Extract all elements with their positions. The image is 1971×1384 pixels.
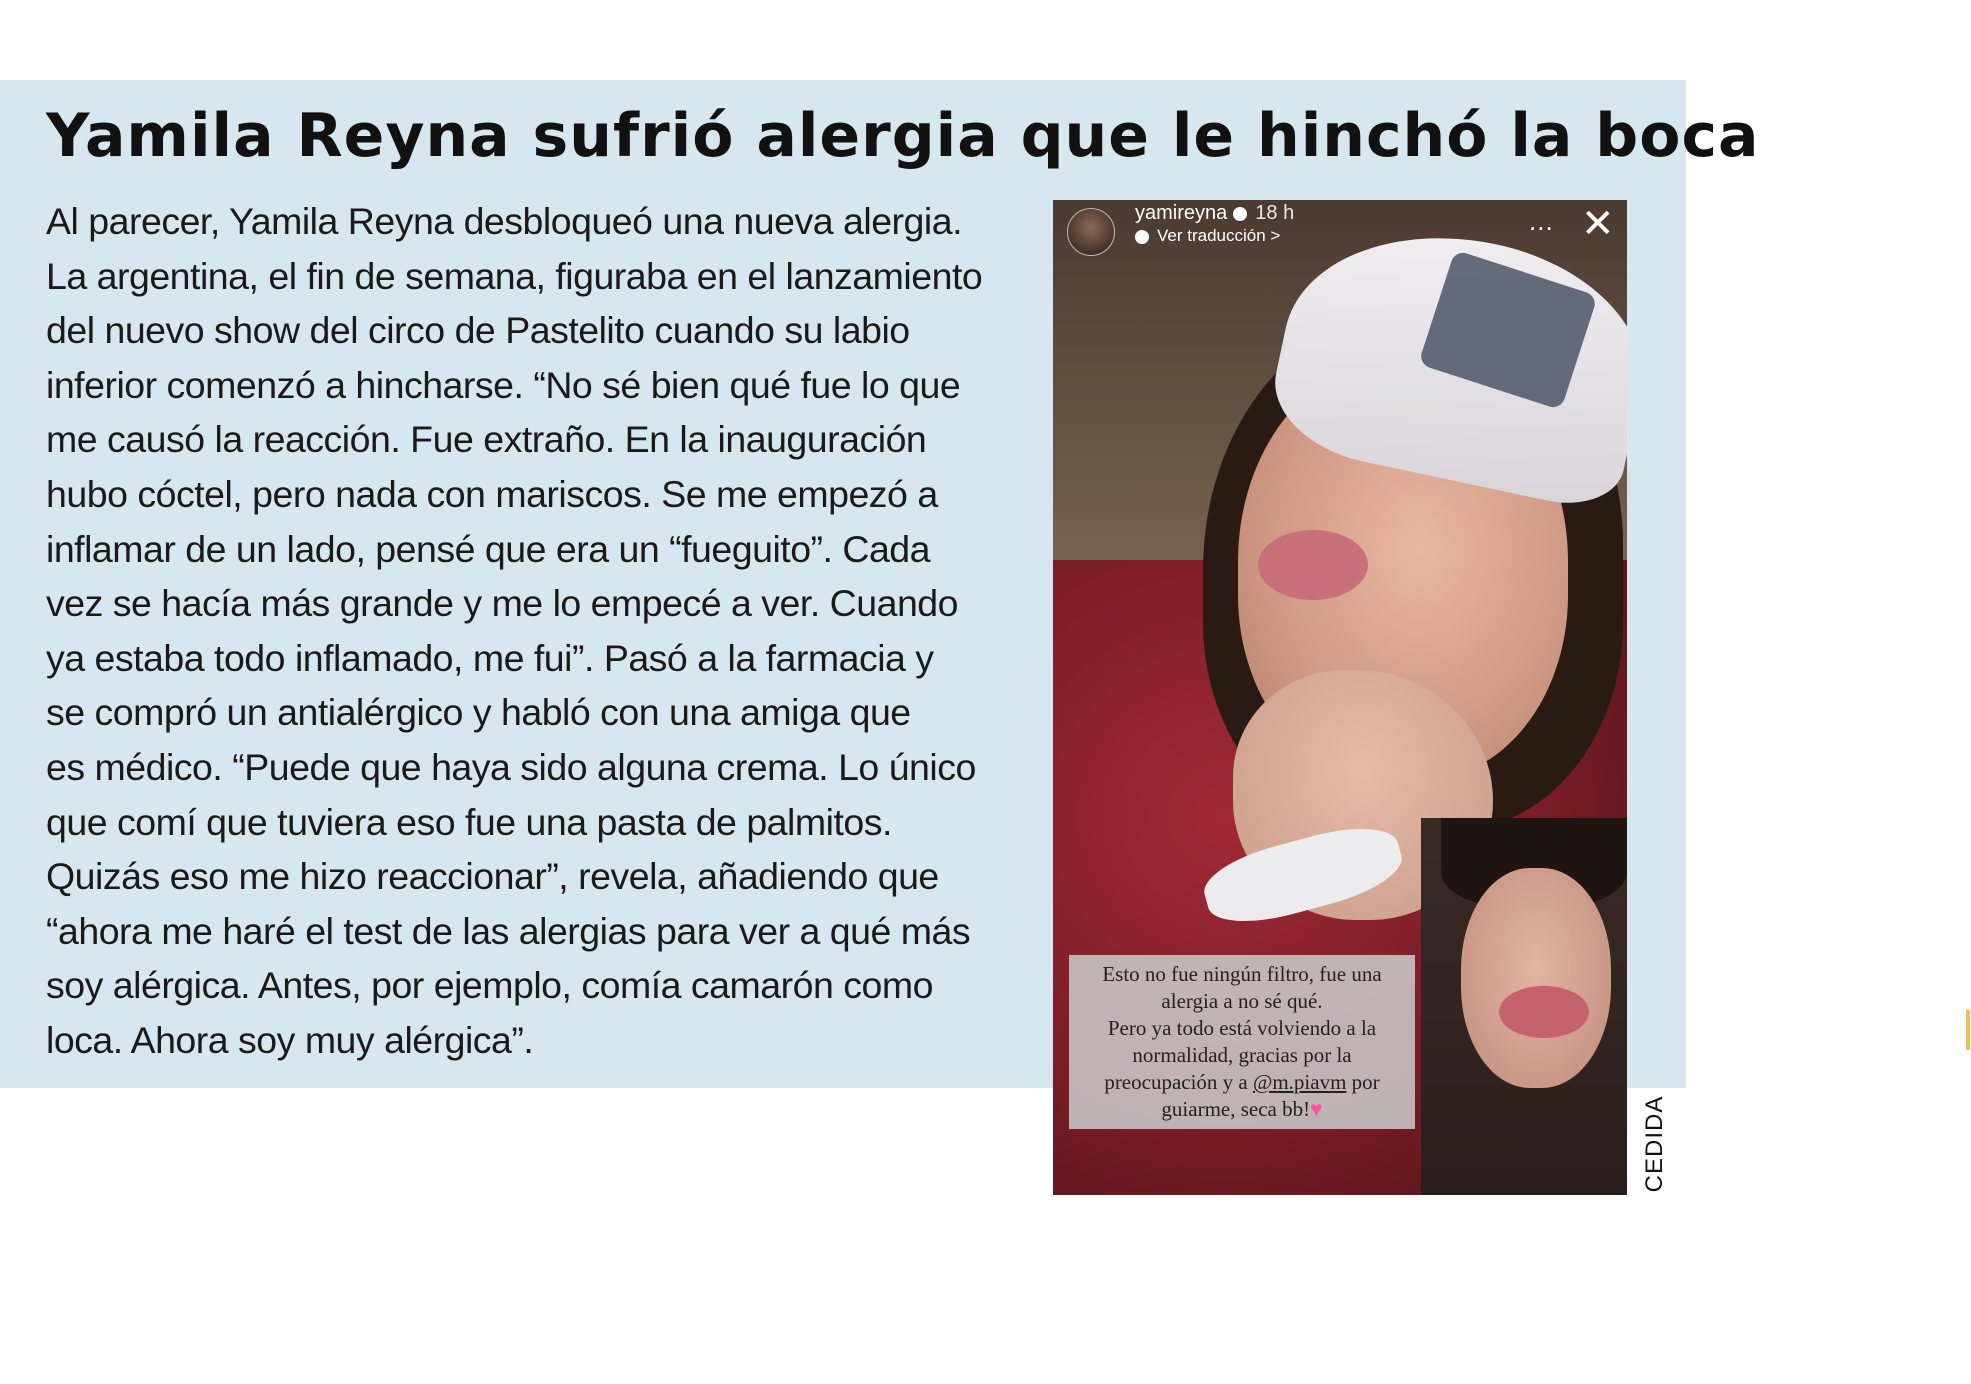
photo-credit xyxy=(1630,1090,1670,1200)
translate-label: Ver traducción > xyxy=(1157,226,1281,245)
caption-line: Esto no fue ningún filtro, fue una xyxy=(1102,962,1382,986)
instagram-story-screenshot xyxy=(1053,200,1627,1195)
body-line: loca. Ahora soy muy alérgica”. xyxy=(46,1018,534,1061)
inset-swollen-lips xyxy=(1499,986,1589,1038)
verified-badge-icon xyxy=(1233,207,1247,221)
article-body xyxy=(46,194,1046,1068)
body-line: hubo cóctel, pero nada con mariscos. Se me empezó a xyxy=(46,472,938,515)
body-line: que comí que tuviera eso fue una pasta de palmitos. xyxy=(46,800,892,843)
photo-credit-label: CEDIDA xyxy=(1641,1095,1668,1193)
body-line: Al parecer, Yamila Reyna desbloqueó una nueva alergia. xyxy=(46,200,962,242)
body-line: inflamar de un lado, pensé que era un “fueguito”. Cada xyxy=(46,527,931,570)
body-line: es médico. “Puede que haya sido alguna crema. Lo único xyxy=(46,745,976,788)
body-line: se compró un antialérgico y habló con una amiga que xyxy=(46,691,911,734)
close-icon[interactable]: ✕ xyxy=(1581,202,1615,246)
caption-text: guiarme, seca bb! xyxy=(1161,1097,1311,1121)
body-line: inferior comenzó a hincharse. “No sé bien qué fue lo que xyxy=(46,363,961,406)
caption-line: Pero ya todo está volviendo a la xyxy=(1107,1016,1377,1040)
translate-icon xyxy=(1135,230,1149,244)
story-username-row xyxy=(1135,202,1294,225)
story-time: 18 h xyxy=(1255,202,1295,224)
caption-text: por xyxy=(1346,1070,1380,1094)
inset-face xyxy=(1461,868,1611,1088)
body-line: “ahora me haré el test de las alergias para ver a qué más xyxy=(46,909,971,952)
story-username[interactable]: yamireyna xyxy=(1135,202,1228,224)
article-headline: Yamila Reyna sufrió alergia que le hinchó la boca xyxy=(46,101,1760,171)
body-line: ya estaba todo inflamado, me fui”. Pasó a la farmacia y xyxy=(46,636,934,679)
translate-link[interactable] xyxy=(1135,226,1280,246)
body-line: Quizás eso me hizo reaccionar”, revela, añadiendo que xyxy=(46,855,939,898)
body-line: La argentina, el fin de semana, figuraba en el lanzamiento xyxy=(46,254,983,297)
caption-line: alergia a no sé qué. xyxy=(1161,989,1323,1013)
story-swollen-lips xyxy=(1258,530,1368,600)
story-caption xyxy=(1069,955,1415,1129)
heart-icon: ♥ xyxy=(1310,1097,1323,1121)
caption-line xyxy=(1077,1069,1407,1096)
caption-line xyxy=(1077,1096,1407,1123)
caption-mention-link[interactable]: @m.piavm xyxy=(1253,1070,1347,1094)
caption-line: normalidad, gracias por la xyxy=(1132,1043,1352,1067)
body-line: soy alérgica. Antes, por ejemplo, comía camarón como xyxy=(46,964,933,1007)
avatar[interactable] xyxy=(1067,208,1115,256)
more-options-icon[interactable]: ... xyxy=(1529,206,1554,236)
body-line: del nuevo show del circo de Pastelito cuando su labio xyxy=(46,309,910,352)
story-inset-photo xyxy=(1421,818,1627,1195)
page-edge-mark xyxy=(1966,1010,1970,1050)
body-line: me causó la reacción. Fue extraño. En la inauguración xyxy=(46,418,927,461)
story-header xyxy=(1053,200,1627,260)
caption-text: preocupación y a xyxy=(1104,1070,1253,1094)
body-line: vez se hacía más grande y me lo empecé a ver. Cuando xyxy=(46,582,959,625)
